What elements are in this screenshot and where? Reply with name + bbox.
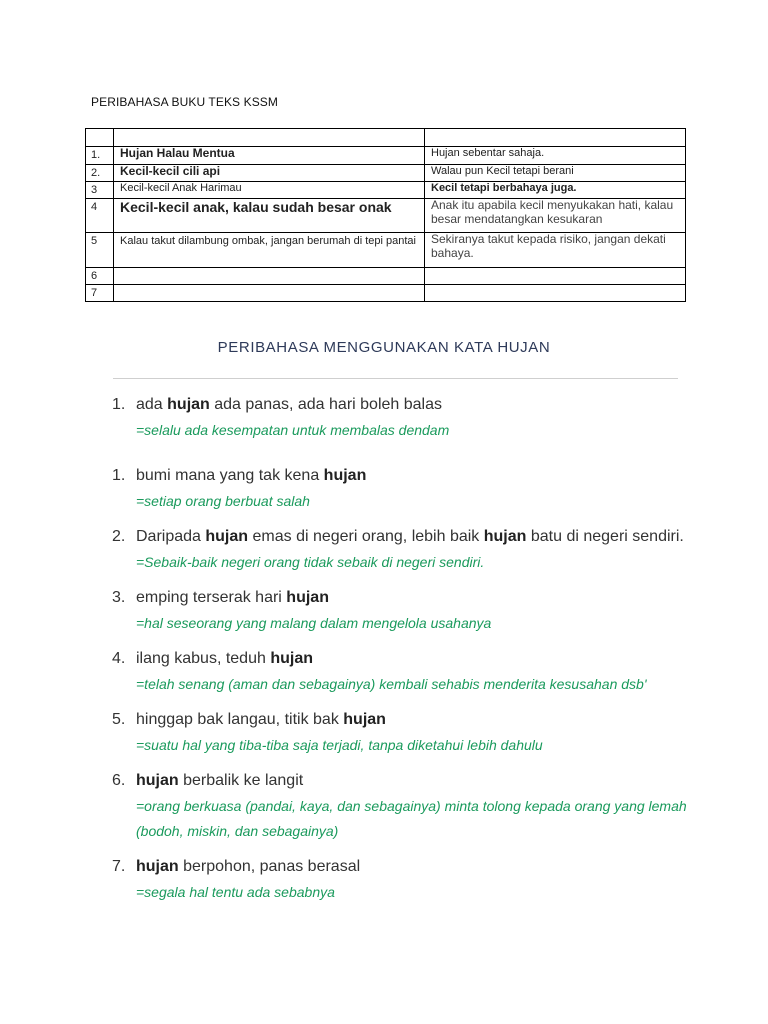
proverb-list: [110, 392, 690, 915]
peribahasa-cell: [114, 285, 425, 302]
list-number: 6.: [112, 772, 126, 789]
list-number: 7.: [112, 858, 126, 875]
list-item: [110, 768, 690, 844]
peribahasa-cell: Kecil-kecil cili api: [114, 165, 425, 182]
proverb-meaning: =telah senang (aman dan sebagainya) kembali sehabis menderita kesusahan dsb': [136, 676, 647, 692]
keyword-hujan: hujan: [270, 650, 313, 667]
proverb-fragment: berpohon, panas berasal: [178, 858, 361, 875]
keyword-hujan: hujan: [343, 711, 386, 728]
maksud-cell: Sekiranya takut kepada risiko, jangan dekati bahaya.: [425, 233, 686, 268]
proverb-fragment: ilang kabus, teduh: [136, 650, 271, 667]
list-item: [110, 646, 690, 697]
proverb-meaning: =segala hal tentu ada sebabnya: [136, 884, 335, 900]
proverb-fragment: emas di negeri orang, lebih baik: [248, 528, 484, 545]
list-item: [110, 463, 690, 514]
row-number: 3: [86, 182, 114, 199]
proverb-text: [136, 392, 690, 418]
proverb-text: [136, 463, 690, 489]
table-row: [86, 233, 686, 268]
table-row: [86, 199, 686, 233]
list-number: 2.: [112, 528, 126, 545]
proverb-meaning: =orang berkuasa (pandai, kaya, dan sebagainya) minta tolong kepada orang yang lemah (bodoh, miskin, dan sebagainya): [136, 798, 687, 839]
row-number: 1.: [86, 147, 114, 165]
peribahasa-table: [85, 128, 686, 302]
proverb-fragment: emping terserak hari: [136, 589, 287, 606]
proverb-text: [136, 585, 690, 611]
list-item: [110, 524, 690, 575]
list-item: [110, 585, 690, 636]
proverb-fragment: hinggap bak langau, titik bak: [136, 711, 344, 728]
keyword-hujan: hujan: [136, 772, 179, 789]
table-row: [86, 182, 686, 199]
list-item: [110, 707, 690, 758]
row-number: [86, 129, 114, 147]
proverb-meaning: =suatu hal yang tiba-tiba saja terjadi, tanpa diketahui lebih dahulu: [136, 737, 543, 753]
section-title: PERIBAHASA MENGGUNAKAN KATA HUJAN: [217, 339, 551, 356]
proverb-fragment: berbalik ke langit: [178, 772, 304, 789]
table-row: [86, 268, 686, 285]
maksud-cell: [425, 285, 686, 302]
proverb-text: [136, 646, 690, 672]
keyword-hujan: hujan: [483, 528, 527, 545]
proverb-text: [136, 524, 690, 550]
row-number: 7: [86, 285, 114, 302]
peribahasa-cell: Kecil-kecil Anak Harimau: [114, 182, 425, 199]
proverb-text: [136, 768, 690, 794]
list-item: [110, 392, 690, 443]
peribahasa-cell: Kecil-kecil anak, kalau sudah besar onak: [114, 199, 425, 233]
row-number: 2.: [86, 165, 114, 182]
proverb-meaning: =selalu ada kesempatan untuk membalas dendam: [136, 422, 450, 438]
maksud-cell: [425, 129, 686, 147]
list-number: 3.: [112, 589, 126, 606]
proverb-fragment: ada panas, ada hari boleh balas: [209, 396, 442, 413]
maksud-cell: Walau pun Kecil tetapi berani: [425, 165, 686, 182]
keyword-hujan: hujan: [323, 467, 367, 484]
keyword-hujan: hujan: [205, 528, 249, 545]
table-row: [86, 285, 686, 302]
list-number: 5.: [112, 711, 126, 728]
maksud-cell: [425, 268, 686, 285]
keyword-hujan: hujan: [136, 858, 179, 875]
list-number: 1.: [112, 467, 126, 484]
divider: [113, 378, 678, 379]
proverb-meaning: =hal seseorang yang malang dalam mengelola usahanya: [136, 615, 492, 631]
peribahasa-cell: [114, 268, 425, 285]
proverb-meaning: =setiap orang berbuat salah: [136, 493, 310, 509]
maksud-cell: Hujan sebentar sahaja.: [425, 147, 686, 165]
table-row: [86, 165, 686, 182]
table-row: [86, 129, 686, 147]
peribahasa-cell: Hujan Halau Mentua: [114, 147, 425, 165]
keyword-hujan: hujan: [286, 589, 329, 606]
row-number: 5: [86, 233, 114, 268]
peribahasa-cell: [114, 129, 425, 147]
proverb-fragment: Daripada: [136, 528, 206, 545]
proverb-fragment: bumi mana yang tak kena: [136, 467, 324, 484]
document-title: PERIBAHASA BUKU TEKS KSSM: [91, 95, 279, 109]
keyword-hujan: hujan: [167, 396, 210, 413]
list-item: [110, 854, 690, 905]
table-row: [86, 147, 686, 165]
proverb-meaning: =Sebaik-baik negeri orang tidak sebaik di negeri sendiri.: [136, 554, 485, 570]
maksud-cell: Kecil tetapi berbahaya juga.: [425, 182, 686, 199]
proverb-text: [136, 707, 690, 733]
row-number: 6: [86, 268, 114, 285]
peribahasa-cell: Kalau takut dilambung ombak, jangan berumah di tepi pantai: [114, 233, 425, 268]
proverb-fragment: batu di negeri sendiri.: [526, 528, 684, 545]
proverb-text: [136, 854, 690, 880]
list-number: 1.: [112, 396, 126, 413]
maksud-cell: Anak itu apabila kecil menyukakan hati, kalau besar mendatangkan kesukaran: [425, 199, 686, 233]
row-number: 4: [86, 199, 114, 233]
proverb-fragment: ada: [136, 396, 168, 413]
list-number: 4.: [112, 650, 126, 667]
